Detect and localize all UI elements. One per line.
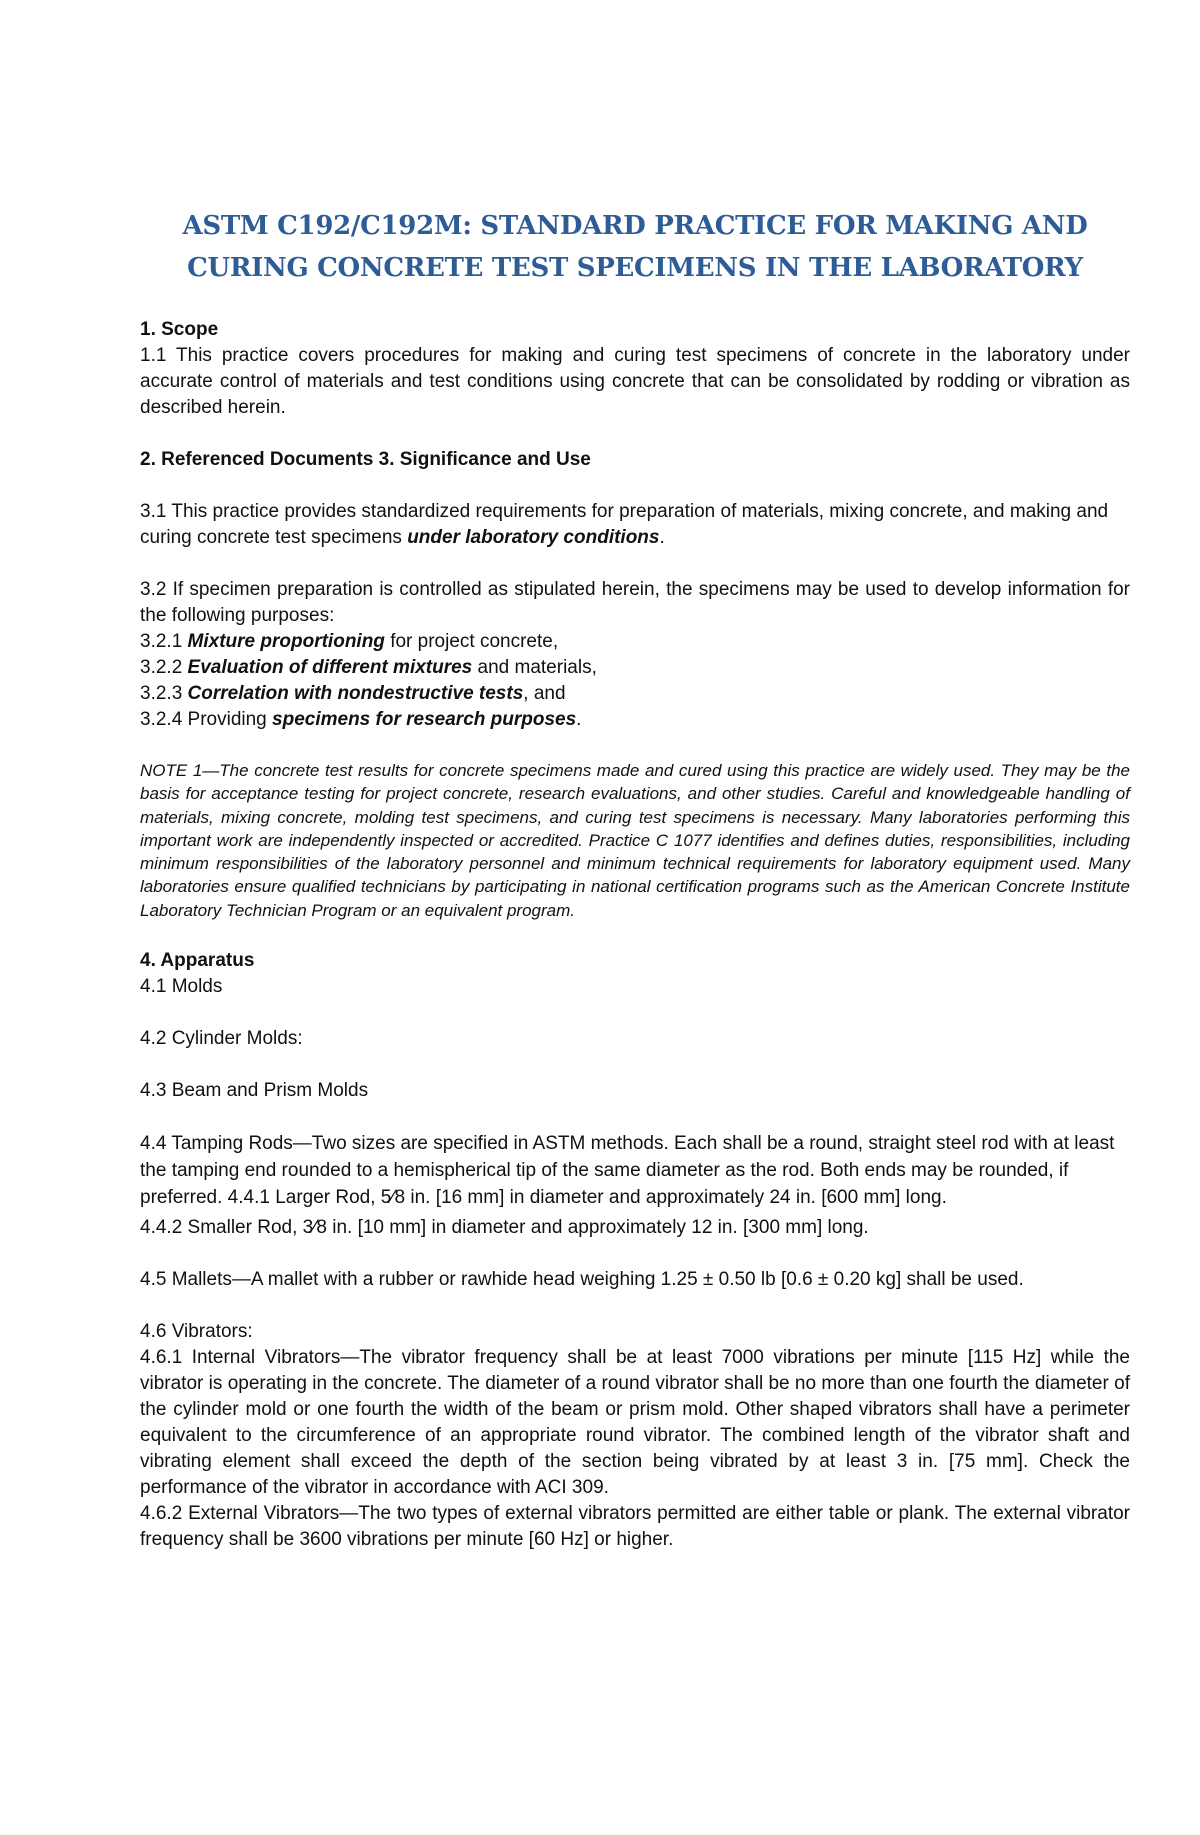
title-line-1: ASTM C192/C192M: STANDARD PRACTICE FOR MAKING AND — [182, 211, 1088, 241]
paragraph-4-4-2: 4.4.2 Smaller Rod, 3⁄8 in. [10 mm] in diameter and approximately 12 in. [300 mm] long. — [140, 1217, 869, 1239]
list-item-3-2-4: 3.2.4 Providing specimens for research purposes. — [140, 709, 582, 730]
paragraph-4-4: 4.4 Tamping Rods—Two sizes are specified in ASTM methods. Each shall be a round, straight steel rod with at least the tamping end rounded to a hemispherical tip of the same diameter as the rod. Both ends may be rounded, if preferred. 4.4.1 Larger Rod, 5⁄8 in. [16 mm] in diameter and approximately 24 in. [600 mm] long. — [140, 1133, 1115, 1209]
paragraph-4-5: 4.5 Mallets—A mallet with a rubber or rawhide head weighing 1.25 ± 0.50 lb [0.6 ± 0.20 kg] shall be used. — [140, 1269, 1024, 1291]
paragraph-3-1: 3.1 This practice provides standardized requirements for preparation of materials, mixing concrete, and making and curing concrete test specimens under laboratory conditions. — [140, 501, 1109, 548]
paragraph-4-6-2: 4.6.2 External Vibrators—The two types of external vibrators permitted are either table or plank. The external vibrator frequency shall be 3600 vibrations per minute [60 Hz] or higher. — [140, 1503, 1130, 1551]
paragraph-4-1: 4.1 Molds — [140, 976, 223, 998]
list-item-3-2-3: 3.2.3 Correlation with nondestructive tests, and — [140, 683, 566, 704]
paragraph-3-2: 3.2 If specimen preparation is controlled as stipulated herein, the specimens may be used to develop information for the following purposes: — [140, 579, 1130, 626]
list-item-3-2-1: 3.2.1 Mixture proportioning for project concrete, — [140, 631, 559, 652]
list-item-3-2-2: 3.2.2 Evaluation of different mixtures and materials, — [140, 657, 597, 678]
title-line-2: CURING CONCRETE TEST SPECIMENS IN THE LABORATORY — [187, 253, 1083, 283]
emphasis-lab-conditions: under laboratory conditions — [407, 527, 660, 548]
paragraph-4-2: 4.2 Cylinder Molds: — [140, 1028, 303, 1050]
section-heading-apparatus: 4. Apparatus — [140, 950, 255, 972]
section-heading-scope: 1. Scope — [140, 319, 219, 340]
paragraph-1-1: 1.1 This practice covers procedures for making and curing test specimens of concrete in the laboratory under accurate control of materials and test conditions using concrete that can be consolidated by rodding or vibration as described herein. — [140, 345, 1130, 418]
section-heading-2-3: 2. Referenced Documents 3. Significance and Use — [140, 449, 591, 470]
paragraph-4-6: 4.6 Vibrators: — [140, 1321, 253, 1343]
paragraph-4-3: 4.3 Beam and Prism Molds — [140, 1080, 369, 1102]
note-1: NOTE 1—The concrete test results for concrete specimens made and cured using this practice are widely used. They may be the basis for acceptance testing for project concrete, research evaluations, and other studies. Careful and knowledgeable handling of materials, mixing concrete, molding test specimens, and curing test specimens is necessary. Many laboratories performing this important work are independently inspected or accredited. Practice C 1077 identifies and defines duties, responsibilities, including minimum responsibilities of the laboratory personnel and minimum technical requirements for laboratory equipment used. Many laboratories ensure qualified technicians by participating in national certification programs such as the American Concrete Institute Laboratory Technician Program or an equivalent program. — [140, 761, 1130, 920]
document-body — [140, 205, 1130, 1553]
document-title — [140, 205, 1130, 289]
paragraph-4-6-1: 4.6.1 Internal Vibrators—The vibrator frequency shall be at least 7000 vibrations per minute [115 Hz] while the vibrator is operating in the concrete. The diameter of a round vibrator shall be no more than one fourth the diameter of the cylinder mold or one fourth the width of the beam or prism mold. Other shaped vibrators shall have a perimeter equivalent to the circumference of an appropriate round vibrator. The combined length of the vibrator shaft and vibrating element shall exceed the depth of the section being vibrated by at least 3 in. [75 mm]. Check the performance of the vibrator in accordance with ACI 309. — [140, 1347, 1130, 1499]
